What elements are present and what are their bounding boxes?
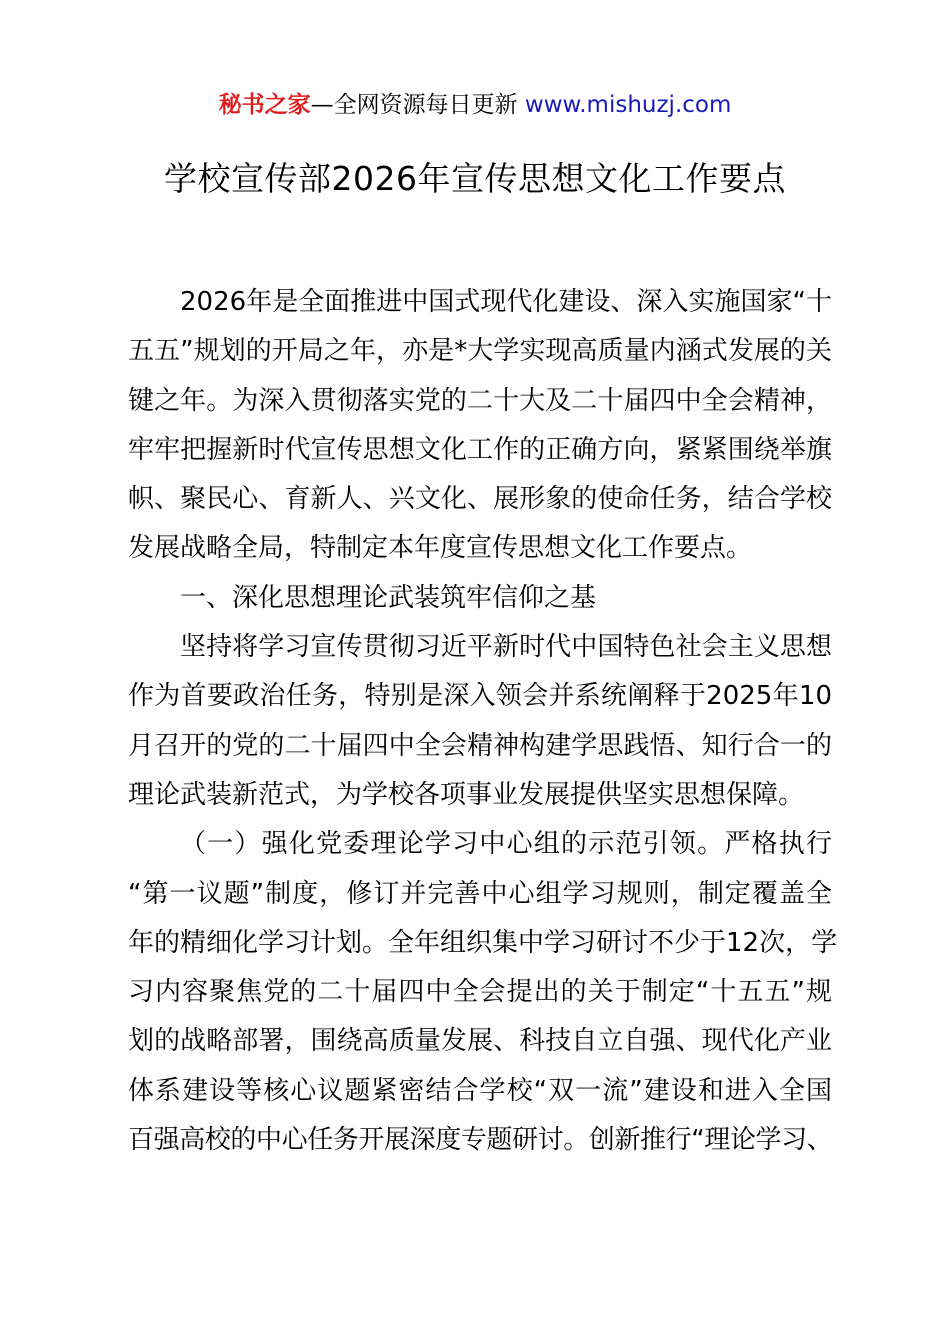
section-heading: 一、深化思想理论武装筑牢信仰之基 [180, 582, 597, 613]
document-body [128, 278, 838, 1165]
section-line: 月召开的党的二十届四中全会精神构建学思践悟、知行合一的 [128, 730, 832, 761]
header-tagline: —全网资源每日更新 [310, 92, 518, 118]
section-line: 理论武装新范式，为学校各项事业发展提供坚实思想保障。 [128, 779, 805, 810]
item-line: 百强高校的中心任务开展深度专题研讨。创新推行“理论学习、 [128, 1125, 833, 1156]
item-line: 年的精细化学习计划。全年组织集中学习研讨不少于12次，学 [128, 927, 838, 958]
item-line: （一）强化党委理论学习中心组的示范引领。严格执行 [180, 829, 832, 860]
intro-line: 五五”规划的开局之年，亦是*大学实现高质量内涵式发展的关 [128, 336, 832, 367]
item-line: 划的战略部署，围绕高质量发展、科技自立自强、现代化产业 [128, 1026, 832, 1057]
site-header [0, 88, 950, 122]
intro-line: 发展战略全局，特制定本年度宣传思想文化工作要点。 [128, 533, 753, 564]
intro-line: 键之年。为深入贯彻落实党的二十大及二十届四中全会精神， [128, 385, 832, 416]
item-line: “第一议题”制度，修订并完善中心组学习规则，制定覆盖全 [128, 878, 832, 909]
intro-line: 牢牢把握新时代宣传思想文化工作的正确方向，紧紧围绕举旗 [128, 434, 832, 465]
brand-name: 秘书之家 [218, 92, 311, 118]
item-line: 体系建设等核心议题紧密结合学校“双一流”建设和进入全国 [128, 1075, 832, 1106]
site-url[interactable]: www.mishuzj.com [524, 92, 732, 118]
intro-line: 2026年是全面推进中国式现代化建设、深入实施国家“十 [180, 287, 832, 317]
section-line: 坚持将学习宣传贯彻习近平新时代中国特色社会主义思想 [180, 632, 832, 663]
document-title: 学校宣传部2026年宣传思想文化工作要点 [164, 159, 786, 198]
item-line: 习内容聚焦党的二十届四中全会提出的关于制定“十五五”规 [128, 977, 832, 1008]
section-line: 作为首要政治任务，特别是深入领会并系统阐释于2025年10 [128, 681, 832, 712]
intro-line: 帜、聚民心、育新人、兴文化、展形象的使命任务，结合学校 [128, 484, 832, 515]
